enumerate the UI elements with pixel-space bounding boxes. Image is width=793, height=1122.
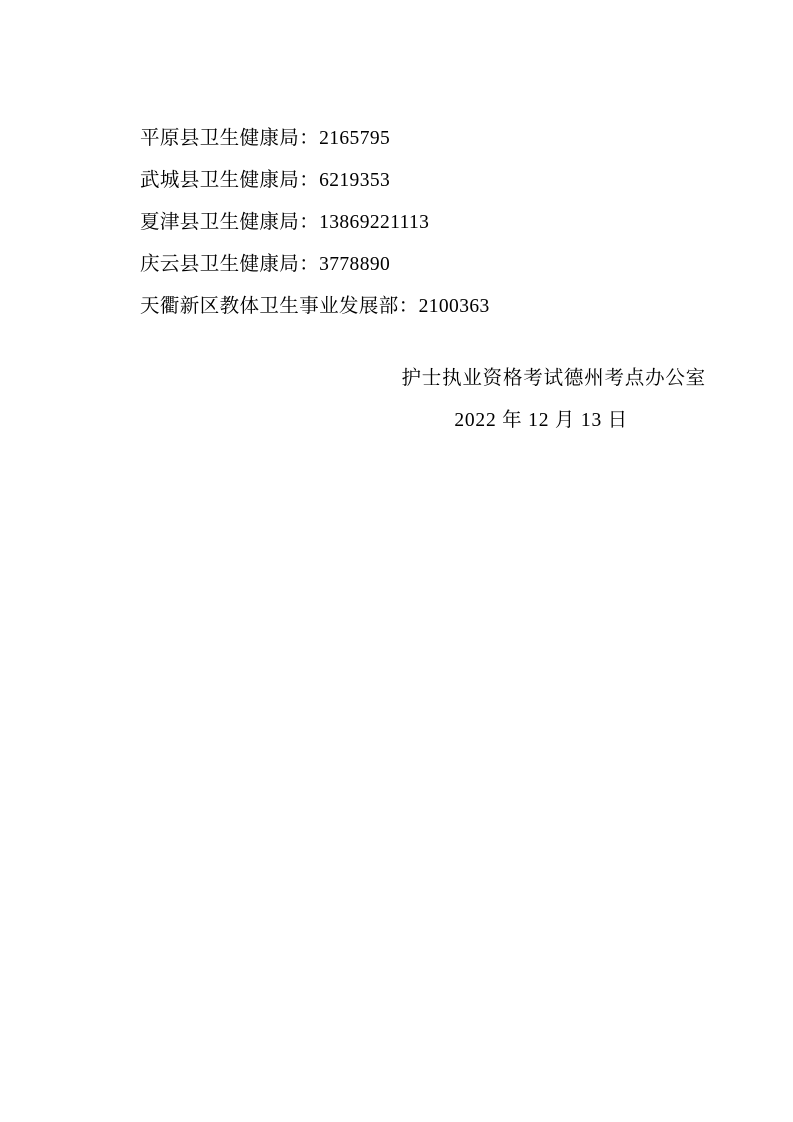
- list-item: 夏津县卫生健康局：13869221113: [140, 212, 430, 233]
- signature-date: 2022 年 12 月 13 日: [454, 410, 628, 431]
- list-item: 武城县卫生健康局：6219353: [140, 170, 391, 191]
- signature-block: [140, 358, 706, 442]
- list-item: 天衢新区教体卫生事业发展部：2100363: [140, 296, 490, 317]
- contact-list: [140, 118, 700, 328]
- signature-organization: 护士执业资格考试德州考点办公室: [401, 368, 706, 389]
- list-item: 平原县卫生健康局：2165795: [140, 128, 391, 149]
- list-item: 庆云县卫生健康局：3778890: [140, 254, 391, 275]
